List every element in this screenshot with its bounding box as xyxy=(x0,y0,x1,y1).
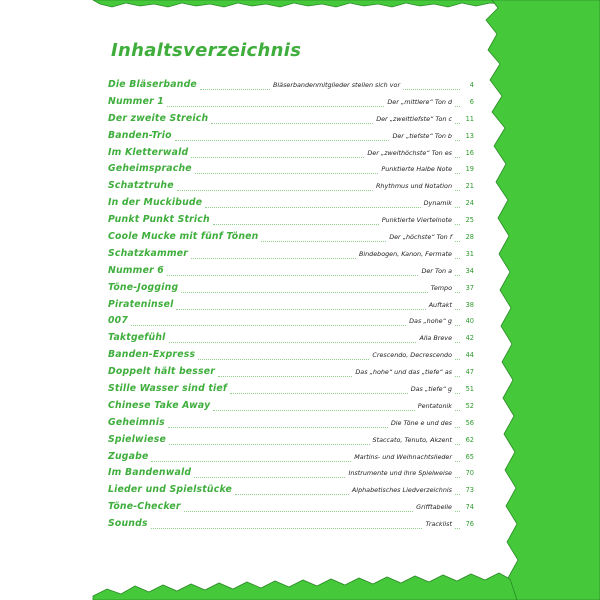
toc-entry xyxy=(108,264,474,281)
toc-entry-title: Im Kletterwald xyxy=(108,146,189,158)
toc-entry-title: Töne-Jogging xyxy=(108,281,179,293)
dot-leader xyxy=(151,528,423,529)
toc-entry xyxy=(108,433,474,450)
dot-leader xyxy=(455,106,460,107)
dot-leader xyxy=(169,342,417,343)
toc-entry-description: Bläserbandenmitglieder stellen sich vor xyxy=(273,81,401,89)
dot-leader xyxy=(261,241,386,242)
toc-entry xyxy=(108,517,474,534)
dot-leader xyxy=(455,224,460,225)
toc-entry-page-number: 52 xyxy=(465,401,474,410)
toc-entry-page-number: 11 xyxy=(465,114,474,123)
toc-entry-title: In der Muckibude xyxy=(108,197,203,209)
dot-leader xyxy=(455,241,460,242)
toc-entry-page-number: 25 xyxy=(465,216,474,225)
toc-entry-title: Lieder und Spielstücke xyxy=(108,484,233,496)
dot-leader xyxy=(218,376,352,377)
toc-entry-page-number: 44 xyxy=(465,351,474,360)
toc-entry-title: Doppelt hält besser xyxy=(108,366,216,378)
toc-entry-description: Alla Breve xyxy=(419,334,452,343)
toc-entry-description: Tempo xyxy=(430,283,452,292)
toc-entry xyxy=(108,281,474,298)
toc-entry-page-number: 40 xyxy=(465,317,474,326)
toc-entry-title: 007 xyxy=(108,315,129,327)
toc-entry-title: Töne-Checker xyxy=(108,501,181,513)
toc-entry-description: Der „tiefste“ Ton b xyxy=(392,131,452,140)
dot-leader xyxy=(455,410,460,411)
toc-entry xyxy=(108,399,474,416)
dot-leader xyxy=(169,444,370,445)
toc-entry-title: Sounds xyxy=(108,518,148,530)
dot-leader xyxy=(235,494,349,495)
dot-leader xyxy=(213,224,379,225)
dot-leader xyxy=(181,292,427,293)
toc-entry-title: Nummer 1 xyxy=(108,95,164,107)
dot-leader xyxy=(455,190,460,191)
dot-leader xyxy=(195,173,379,174)
toc-entry-description: Instrumente und ihre Spielweise xyxy=(348,469,452,478)
toc-entry-title: Banden-Express xyxy=(108,349,196,361)
toc-entry-page-number: 42 xyxy=(465,334,474,343)
dot-leader xyxy=(403,89,460,90)
toc-entry-page-number: 62 xyxy=(465,435,474,444)
dot-leader xyxy=(176,309,425,310)
toc-entry xyxy=(108,466,474,483)
toc-entry-page-number: 21 xyxy=(465,182,474,191)
toc-entry-description: Der Ton a xyxy=(421,266,452,275)
toc-entry-page-number: 28 xyxy=(465,233,474,242)
toc-entry-page-number: 51 xyxy=(465,385,474,394)
toc-entry-description: Der „zweithöchste“ Ton es xyxy=(367,148,452,157)
toc-entry xyxy=(108,162,474,179)
toc-entry-description: Crescendo, Decrescendo xyxy=(372,351,452,360)
dot-leader xyxy=(200,89,270,90)
toc-entry xyxy=(108,365,474,382)
toc-entry-page-number: 16 xyxy=(465,148,474,157)
toc-entry-description: Pentatonik xyxy=(417,401,452,410)
toc-entry xyxy=(108,129,474,146)
dot-leader xyxy=(455,157,460,158)
toc-entry-page-number: 13 xyxy=(465,131,474,140)
toc-entry-page-number: 19 xyxy=(465,165,474,174)
toc-entry-title: Geheimnis xyxy=(108,416,165,428)
dot-leader xyxy=(455,123,460,124)
toc-entry-description: Punktierte Halbe Note xyxy=(381,165,452,174)
dot-leader xyxy=(455,461,460,462)
dot-leader xyxy=(131,325,406,326)
toc-entry-description: Die Töne e und des xyxy=(390,418,452,427)
toc-entry-description: Rhythmus und Notation xyxy=(375,182,452,191)
toc-entry xyxy=(108,382,474,399)
dot-leader xyxy=(198,359,369,360)
toc-entry-page-number: 4 xyxy=(469,81,474,89)
toc-entry xyxy=(108,247,474,264)
toc-entry-page-number: 47 xyxy=(465,368,474,377)
toc-entry xyxy=(108,450,474,467)
dot-leader xyxy=(455,359,460,360)
dot-leader xyxy=(455,427,460,428)
toc-entry-page-number: 6 xyxy=(469,97,474,106)
dot-leader xyxy=(455,325,460,326)
toc-entry-title: Zugabe xyxy=(108,450,149,462)
dot-leader xyxy=(455,207,460,208)
dot-leader xyxy=(455,511,460,512)
toc-entry xyxy=(108,213,474,230)
toc-entry-description: Alphabetisches Liedverzeichnis xyxy=(351,486,452,495)
toc-entry-description: Punktierte Viertelnote xyxy=(381,216,452,225)
toc-entry-page-number: 37 xyxy=(465,283,474,292)
dot-leader xyxy=(455,477,460,478)
toc-entry-description: Dynamik xyxy=(423,199,452,208)
toc-entry xyxy=(108,78,474,95)
toc-entry xyxy=(108,146,474,163)
dot-leader xyxy=(455,393,460,394)
dot-leader xyxy=(455,275,460,276)
top-border xyxy=(93,0,505,7)
toc-entry-page-number: 38 xyxy=(465,300,474,309)
dot-leader xyxy=(167,106,384,107)
toc-entry-title: Chinese Take Away xyxy=(108,399,211,411)
dot-leader xyxy=(213,410,414,411)
toc-entry-description: Auftakt xyxy=(428,300,452,309)
dot-leader xyxy=(455,528,460,529)
right-border xyxy=(486,0,600,600)
toc-entry-description: Der „zweittiefste“ Ton c xyxy=(376,114,452,123)
toc-entry-title: Geheimsprache xyxy=(108,163,192,175)
dot-leader xyxy=(191,157,364,158)
toc-entry xyxy=(108,416,474,433)
dot-leader xyxy=(455,292,460,293)
toc-entry xyxy=(108,179,474,196)
toc-entry-title: Punkt Punkt Strich xyxy=(108,214,210,226)
toc-entry-title: Spielwiese xyxy=(108,433,166,445)
toc-entry-title: Stille Wasser sind tief xyxy=(108,383,228,395)
bottom-border xyxy=(93,573,517,600)
dot-leader xyxy=(455,494,460,495)
toc-entry-title: Der zweite Streich xyxy=(108,112,209,124)
toc-entry-title: Die Bläserbande xyxy=(108,79,197,90)
toc-entry-title: Banden-Trio xyxy=(108,129,172,141)
dot-leader xyxy=(455,258,460,259)
toc-entry-page-number: 56 xyxy=(465,418,474,427)
toc-entry xyxy=(108,483,474,500)
toc-entry-title: Im Bandenwald xyxy=(108,467,192,479)
toc-entry-page-number: 34 xyxy=(465,266,474,275)
dot-leader xyxy=(168,427,388,428)
toc-entry xyxy=(108,230,474,247)
table-of-contents xyxy=(108,78,474,534)
dot-leader xyxy=(177,190,373,191)
toc-entry-page-number: 31 xyxy=(465,249,474,258)
toc-entry-page-number: 74 xyxy=(465,503,474,512)
toc-entry xyxy=(108,500,474,517)
page-title: Inhaltsverzeichnis xyxy=(111,40,302,61)
toc-entry-page-number: 73 xyxy=(465,486,474,495)
dot-leader xyxy=(191,258,356,259)
dot-leader xyxy=(455,140,460,141)
toc-entry xyxy=(108,112,474,129)
dot-leader xyxy=(455,444,460,445)
toc-entry-description: Das „hohe“ und das „tiefe“ as xyxy=(355,368,452,377)
toc-entry-page-number: 65 xyxy=(465,452,474,461)
toc-entry-title: Coole Mucke mit fünf Tönen xyxy=(108,231,259,243)
dot-leader xyxy=(455,173,460,174)
dot-leader xyxy=(194,477,345,478)
toc-entry-title: Nummer 6 xyxy=(108,264,164,276)
toc-entry-description: Martins- und Weihnachtslieder xyxy=(354,452,452,461)
dot-leader xyxy=(205,207,420,208)
toc-entry-title: Schatztruhe xyxy=(108,180,174,192)
toc-entry-title: Pirateninsel xyxy=(108,298,174,310)
toc-entry-description: Tracklist xyxy=(425,520,452,529)
dot-leader xyxy=(211,123,373,124)
toc-entry-title: Schatzkammer xyxy=(108,247,189,259)
dot-leader xyxy=(167,275,418,276)
toc-entry xyxy=(108,348,474,365)
dot-leader xyxy=(175,140,390,141)
toc-entry-title: Taktgefühl xyxy=(108,332,166,344)
toc-entry xyxy=(108,298,474,315)
toc-entry-description: Grifftabelle xyxy=(416,503,452,512)
toc-entry-description: Staccato, Tenuto, Akzent xyxy=(372,435,452,444)
toc-entry-page-number: 24 xyxy=(465,199,474,208)
dot-leader xyxy=(455,342,460,343)
toc-entry-description: Der „mittlere“ Ton d xyxy=(387,97,452,106)
dot-leader xyxy=(230,393,408,394)
dot-leader xyxy=(151,461,351,462)
toc-entry-description: Bindebogen, Kanon, Fermate xyxy=(358,249,452,258)
toc-entry xyxy=(108,95,474,112)
toc-entry-description: Das „tiefe“ g xyxy=(410,385,452,394)
toc-entry-description: Der „höchste“ Ton f xyxy=(389,233,452,242)
toc-entry xyxy=(108,314,474,331)
toc-entry-page-number: 70 xyxy=(465,469,474,478)
dot-leader xyxy=(455,376,460,377)
toc-entry xyxy=(108,196,474,213)
dot-leader xyxy=(184,511,413,512)
toc-entry xyxy=(108,331,474,348)
toc-entry-description: Das „hohe“ g xyxy=(409,317,452,326)
toc-entry-page-number: 76 xyxy=(465,520,474,529)
dot-leader xyxy=(455,309,460,310)
